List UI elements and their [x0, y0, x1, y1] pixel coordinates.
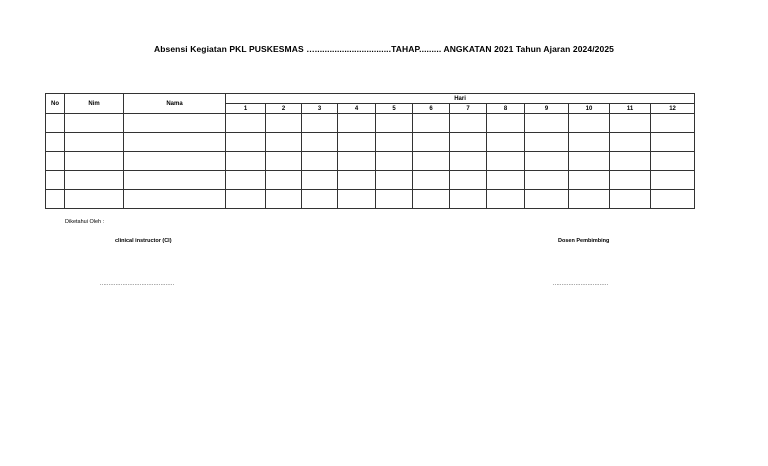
table-cell [302, 152, 338, 171]
clinical-instructor-label: clinical instructor (CI) [115, 238, 172, 244]
dosen-pembimbing-signature-line: ................................ [553, 281, 609, 287]
table-row [46, 114, 695, 133]
header-row-top [46, 94, 695, 104]
table-cell [338, 114, 376, 133]
table-cell [569, 190, 610, 209]
col-header-nim: Nim [65, 94, 124, 114]
table-cell [226, 190, 266, 209]
table-cell [266, 152, 302, 171]
table-cell [450, 133, 487, 152]
day-header-2: 2 [266, 104, 302, 114]
table-cell [302, 133, 338, 152]
table-cell [376, 133, 413, 152]
table-cell [266, 133, 302, 152]
table-cell [413, 190, 450, 209]
table-cell [651, 114, 695, 133]
day-header-12: 12 [651, 104, 695, 114]
table-cell [124, 133, 226, 152]
table-cell [376, 114, 413, 133]
table-cell [46, 152, 65, 171]
document-title: Absensi Kegiatan PKL PUSKESMAS …...............................TAHAP......... ANGKATAN 2021 Tahun Ajaran 2024/2025 [154, 44, 614, 54]
table-cell [413, 114, 450, 133]
table-cell [65, 190, 124, 209]
table-cell [487, 171, 525, 190]
table-cell [569, 133, 610, 152]
table-cell [338, 152, 376, 171]
table-cell [525, 152, 569, 171]
day-header-5: 5 [376, 104, 413, 114]
day-header-4: 4 [338, 104, 376, 114]
attendance-table [45, 93, 695, 209]
day-header-11: 11 [610, 104, 651, 114]
day-header-10: 10 [569, 104, 610, 114]
diketahui-label: Diketahui Oleh : [65, 219, 105, 225]
table-cell [124, 114, 226, 133]
clinical-instructor-signature-line: ........................................... [100, 281, 175, 287]
table-cell [569, 152, 610, 171]
table-cell [569, 114, 610, 133]
table-cell [65, 133, 124, 152]
day-header-9: 9 [525, 104, 569, 114]
table-cell [525, 133, 569, 152]
table-cell [46, 133, 65, 152]
table-cell [338, 133, 376, 152]
table-cell [46, 190, 65, 209]
day-header-6: 6 [413, 104, 450, 114]
table-cell [226, 152, 266, 171]
table-cell [124, 152, 226, 171]
table-cell [266, 190, 302, 209]
table-cell [302, 114, 338, 133]
col-header-hari: Hari [226, 94, 695, 104]
table-cell [610, 114, 651, 133]
day-header-8: 8 [487, 104, 525, 114]
day-header-7: 7 [450, 104, 487, 114]
table-cell [610, 190, 651, 209]
col-header-nama: Nama [124, 94, 226, 114]
table-cell [651, 133, 695, 152]
table-cell [610, 133, 651, 152]
table-cell [413, 133, 450, 152]
dosen-pembimbing-label: Dosen Pembimbing [558, 238, 610, 244]
table-cell [376, 152, 413, 171]
table-cell [413, 152, 450, 171]
table-cell [525, 171, 569, 190]
table-cell [450, 152, 487, 171]
day-header-3: 3 [302, 104, 338, 114]
table-cell [651, 171, 695, 190]
day-header-1: 1 [226, 104, 266, 114]
table-row [46, 171, 695, 190]
table-cell [302, 171, 338, 190]
table-cell [487, 114, 525, 133]
table-cell [65, 171, 124, 190]
table-cell [338, 171, 376, 190]
col-header-no: No [46, 94, 65, 114]
table-cell [651, 190, 695, 209]
table-cell [46, 171, 65, 190]
table-cell [525, 190, 569, 209]
table-cell [226, 171, 266, 190]
table-cell [46, 114, 65, 133]
table-cell [487, 133, 525, 152]
table-cell [338, 190, 376, 209]
table-cell [413, 171, 450, 190]
table-row [46, 152, 695, 171]
table-cell [65, 114, 124, 133]
table-cell [226, 133, 266, 152]
table-cell [266, 171, 302, 190]
table-row [46, 190, 695, 209]
table-cell [525, 114, 569, 133]
table-cell [376, 190, 413, 209]
table-cell [569, 171, 610, 190]
table-cell [487, 152, 525, 171]
table-cell [651, 152, 695, 171]
table-cell [610, 152, 651, 171]
table-cell [450, 190, 487, 209]
table-cell [450, 114, 487, 133]
table-cell [266, 114, 302, 133]
table-cell [610, 171, 651, 190]
table-cell [302, 190, 338, 209]
table-row [46, 133, 695, 152]
table-cell [450, 171, 487, 190]
table-cell [65, 152, 124, 171]
table-cell [124, 190, 226, 209]
table-cell [226, 114, 266, 133]
table-cell [376, 171, 413, 190]
table-cell [487, 190, 525, 209]
table-cell [124, 171, 226, 190]
